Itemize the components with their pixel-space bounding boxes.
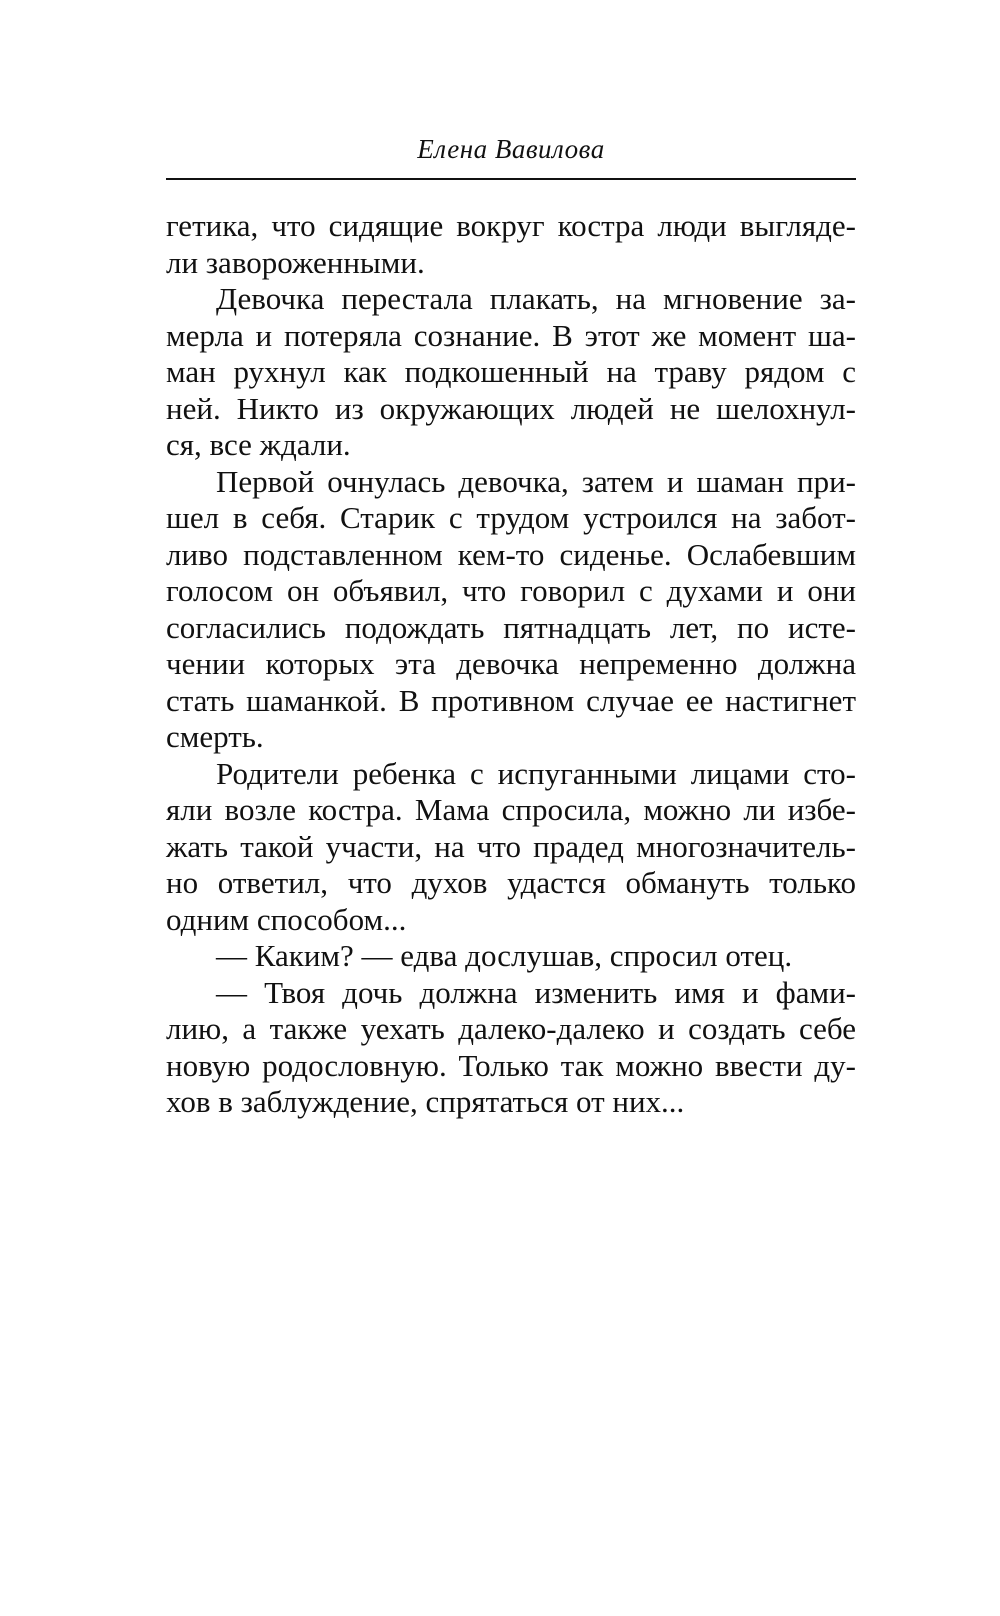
text-line: ней. Никто из окружающих людей не шелохнул-	[166, 390, 856, 426]
running-title: Елена Вавилова	[417, 134, 605, 164]
text-line: ман рухнул как подкошенный на траву рядом с	[166, 354, 856, 389]
text-line: согласились подождать пятнадцать лет, по исте-	[166, 609, 856, 645]
text-line: — Каким? — едва дослушав, спросил отец.	[216, 938, 793, 973]
text-line: лию, а также уехать далеко-далеко и создать себе	[166, 1011, 856, 1046]
text-line: мерла и потеряла сознание. В этот же момент ша-	[166, 317, 856, 353]
header-rule	[166, 178, 856, 180]
text-line: Девочка перестала плакать, на мгновение за-	[216, 281, 856, 316]
text-line: одним способом...	[166, 901, 407, 937]
text-line: яли возле костра. Мама спросила, можно ли избе-	[166, 792, 856, 827]
text-line: но ответил, что духов удастся обмануть только	[166, 865, 856, 900]
text-line: ливо подставленном кем-то сиденье. Ослабевшим	[166, 536, 856, 572]
text-line: чении которых эта девочка непременно должна	[166, 646, 856, 681]
text-line: голосом он объявил, что говорил с духами и они	[166, 573, 856, 608]
text-line: хов в заблуждение, спрятаться от них...	[166, 1084, 685, 1119]
text-line: — Твоя дочь должна изменить имя и фами-	[216, 974, 856, 1010]
text-line: Родители ребенка с испуганными лицами сто-	[216, 755, 856, 791]
body-text	[166, 208, 856, 1121]
text-line: стать шаманкой. В противном случае ее настигнет	[166, 682, 856, 718]
text-line: шел в себя. Старик с трудом устроился на забот-	[166, 500, 856, 535]
text-line: ся, все ждали.	[166, 427, 351, 462]
text-line: Первой очнулась девочка, затем и шаман при-	[216, 463, 856, 499]
text-line: жать такой участи, на что прадед многозначитель-	[166, 828, 856, 864]
text-line: смерть.	[166, 719, 264, 754]
text-line: ли завороженными.	[166, 244, 425, 280]
text-line: новую родословную. Только так можно ввести ду-	[166, 1047, 856, 1083]
text-line: гетика, что сидящие вокруг костра люди выгляде-	[166, 208, 856, 243]
